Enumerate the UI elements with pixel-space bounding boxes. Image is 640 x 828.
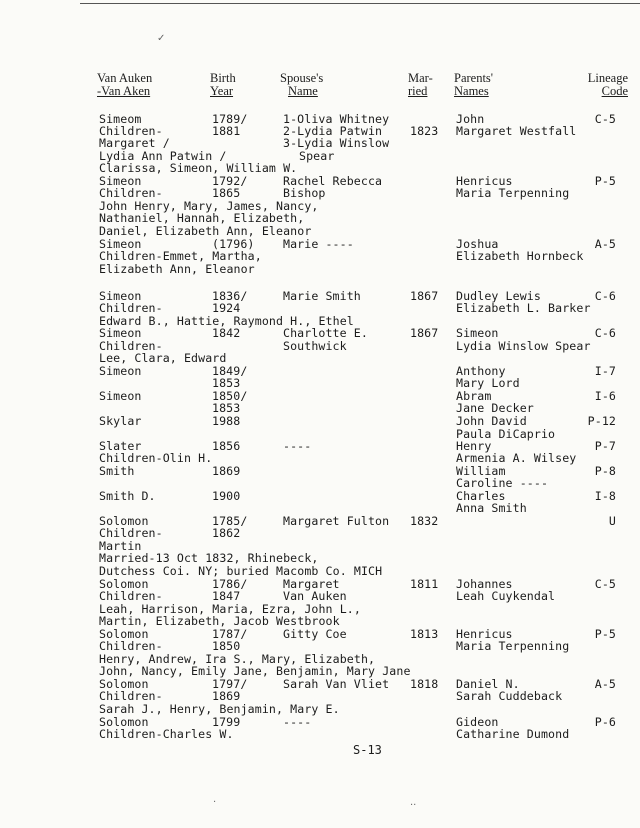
- name-cell: Children-: [99, 339, 163, 353]
- spouse-cell: Spear: [299, 149, 335, 163]
- parents-cell: Simeon: [456, 326, 499, 340]
- name-cell: Simeom: [99, 112, 142, 126]
- parents-cell: Maria Terpenning: [456, 186, 570, 200]
- lineage-code-cell: A-5: [594, 677, 616, 691]
- name-cell: Children-: [99, 186, 163, 200]
- birth-cell: 1785/: [212, 514, 248, 528]
- name-cell: Simeon: [99, 174, 142, 188]
- parents-cell: Elizabeth Hornbeck: [456, 249, 584, 263]
- spouse-cell: 3-Lydia Winslow: [283, 136, 390, 150]
- birth-cell: 1787/: [212, 627, 248, 641]
- header-married: Mar- ried: [408, 71, 433, 98]
- name-cell: Children-: [99, 526, 163, 540]
- continuation-line: Children-Charles W.: [99, 727, 234, 741]
- parents-cell: Margaret Westfall: [456, 124, 577, 138]
- top-rule: [80, 3, 640, 4]
- header-name: Van Auken -Van Aken: [97, 71, 153, 98]
- married-cell: 1811: [410, 577, 439, 591]
- name-cell: Simeon: [99, 326, 142, 340]
- lineage-code-cell: P-5: [594, 627, 616, 641]
- birth-cell: 1792/: [212, 174, 248, 188]
- parents-cell: Jane Decker: [456, 401, 534, 415]
- birth-cell: 1849/: [212, 364, 248, 378]
- lineage-code-cell: P-6: [594, 715, 616, 729]
- continuation-line: Clarissa, Simeon, William W.: [99, 161, 298, 175]
- name-cell: Simeon: [99, 389, 142, 403]
- continuation-line: Children-Olin H.: [99, 451, 213, 465]
- scan-speck: ·: [213, 797, 217, 808]
- continuation-line: Martin: [99, 539, 142, 553]
- parents-cell: Henry: [456, 439, 492, 453]
- spouse-cell: Margaret Fulton: [283, 514, 390, 528]
- spouse-cell: Gitty Coe: [283, 627, 347, 641]
- spouse-cell: ----: [283, 715, 312, 729]
- parents-cell: Catharine Dumond: [456, 727, 570, 741]
- spouse-cell: Southwick: [283, 339, 347, 353]
- parents-cell: Elizabeth L. Barker: [456, 301, 591, 315]
- parents-cell: Abram: [456, 389, 492, 403]
- parents-cell: Mary Lord: [456, 376, 520, 390]
- continuation-line: John, Nancy, Emily Jane, Benjamin, Mary Jane: [99, 664, 411, 678]
- birth-cell: 1924: [212, 301, 241, 315]
- parents-cell: Anthony: [456, 364, 506, 378]
- birth-cell: 1850: [212, 639, 241, 653]
- spouse-cell: ----: [283, 439, 312, 453]
- parents-cell: Dudley Lewis: [456, 289, 541, 303]
- married-cell: 1818: [410, 677, 439, 691]
- birth-cell: 1856: [212, 439, 241, 453]
- name-cell: Solomon: [99, 677, 149, 691]
- spouse-cell: Marie Smith: [283, 289, 361, 303]
- header-birth: Birth Year: [210, 71, 236, 98]
- continuation-line: Sarah J., Henry, Benjamin, Mary E.: [99, 702, 340, 716]
- continuation-line: Nathaniel, Hannah, Elizabeth,: [99, 211, 305, 225]
- parents-cell: Leah Cuykendal: [456, 589, 556, 603]
- married-cell: 1823: [410, 124, 439, 138]
- birth-cell: 1847: [212, 589, 241, 603]
- birth-cell: 1842: [212, 326, 241, 340]
- parents-cell: Henricus: [456, 174, 513, 188]
- parents-cell: Paula DiCaprio: [456, 427, 556, 441]
- name-cell: Simeon: [99, 289, 142, 303]
- parents-cell: John: [456, 112, 485, 126]
- continuation-line: Leah, Harrison, Maria, Ezra, John L.,: [99, 602, 361, 616]
- name-cell: Solomon: [99, 715, 149, 729]
- lineage-code-cell: A-5: [594, 237, 616, 251]
- pen-tick-mark: ✓: [157, 33, 166, 44]
- lineage-code-cell: P-5: [594, 174, 616, 188]
- continuation-line: Children-Emmet, Martha,: [99, 249, 262, 263]
- continuation-line: Lydia Ann Patwin /: [99, 149, 227, 163]
- lineage-code-cell: C-6: [594, 289, 616, 303]
- name-cell: Solomon: [99, 577, 149, 591]
- birth-cell: 1789/: [212, 112, 248, 126]
- lineage-code-cell: C-6: [594, 326, 616, 340]
- parents-cell: Gideon: [456, 715, 499, 729]
- lineage-code-cell: P-12: [587, 414, 616, 428]
- birth-cell: 1799: [212, 715, 241, 729]
- birth-cell: 1853: [212, 401, 241, 415]
- birth-cell: 1850/: [212, 389, 248, 403]
- birth-cell: 1869: [212, 689, 241, 703]
- name-cell: Margaret /: [99, 136, 170, 150]
- parents-cell: Sarah Cuddeback: [456, 689, 563, 703]
- scan-speck: ··: [410, 800, 417, 811]
- birth-cell: 1786/: [212, 577, 248, 591]
- lineage-code-cell: P-7: [594, 439, 616, 453]
- name-cell: Simeon: [99, 237, 142, 251]
- header-lineage: Lineage Code: [587, 71, 628, 98]
- parents-cell: Maria Terpenning: [456, 639, 570, 653]
- name-cell: Children-: [99, 589, 163, 603]
- married-cell: 1867: [410, 326, 439, 340]
- continuation-line: Martin, Elizabeth, Jacob Westbrook: [99, 614, 340, 628]
- continuation-line: Lee, Clara, Edward: [99, 351, 227, 365]
- name-cell: Skylar: [99, 414, 142, 428]
- parents-cell: Daniel N.: [456, 677, 520, 691]
- parents-cell: Johannes: [456, 577, 513, 591]
- birth-cell: 1881: [212, 124, 241, 138]
- parents-cell: William: [456, 464, 506, 478]
- spouse-cell: Rachel Rebecca: [283, 174, 383, 188]
- header-parents: Parents' Names: [454, 71, 494, 98]
- continuation-line: Married-13 Oct 1832, Rhinebeck,: [99, 551, 319, 565]
- name-cell: Children-: [99, 639, 163, 653]
- lineage-code-cell: C-5: [594, 112, 616, 126]
- spouse-cell: Marie ----: [283, 237, 354, 251]
- name-cell: Solomon: [99, 514, 149, 528]
- lineage-code-cell: I-7: [594, 364, 616, 378]
- continuation-line: Elizabeth Ann, Eleanor: [99, 262, 255, 276]
- spouse-cell: Bishop: [283, 186, 326, 200]
- name-cell: Solomon: [99, 627, 149, 641]
- lineage-code-cell: P-8: [594, 464, 616, 478]
- continuation-line: John Henry, Mary, James, Nancy,: [99, 199, 319, 213]
- birth-cell: 1797/: [212, 677, 248, 691]
- birth-cell: 1836/: [212, 289, 248, 303]
- name-cell: Slater: [99, 439, 142, 453]
- lineage-code-cell: C-5: [594, 577, 616, 591]
- continuation-line: Edward B., Hattie, Raymond H., Ethel: [99, 314, 354, 328]
- parents-cell: Joshua: [456, 237, 499, 251]
- birth-cell: 1900: [212, 489, 241, 503]
- parents-cell: Lydia Winslow Spear: [456, 339, 591, 353]
- married-cell: 1813: [410, 627, 439, 641]
- parents-cell: Caroline ----: [456, 476, 549, 490]
- parents-cell: John David: [456, 414, 527, 428]
- lineage-code-cell: U: [608, 514, 616, 528]
- married-cell: 1832: [410, 514, 439, 528]
- birth-cell: 1869: [212, 464, 241, 478]
- spouse-cell: Charlotte E.: [283, 326, 368, 340]
- continuation-line: Dutchess Coi. NY; buried Macomb Co. MICH: [99, 564, 383, 578]
- birth-cell: 1865: [212, 186, 241, 200]
- birth-cell: 1862: [212, 526, 241, 540]
- parents-cell: Henricus: [456, 627, 513, 641]
- birth-cell: (1796): [212, 237, 255, 251]
- continuation-line: Henry, Andrew, Ira S., Mary, Elizabeth,: [99, 652, 376, 666]
- name-cell: Children-: [99, 124, 163, 138]
- parents-cell: Anna Smith: [456, 501, 527, 515]
- header-spouse: Spouse's Name: [280, 71, 324, 98]
- page-number: S-13: [353, 743, 382, 757]
- spouse-cell: 2-Lydia Patwin: [283, 124, 383, 138]
- birth-cell: 1988: [212, 414, 241, 428]
- name-cell: Simeon: [99, 364, 142, 378]
- parents-cell: Charles: [456, 489, 506, 503]
- birth-cell: 1853: [212, 376, 241, 390]
- name-cell: Smith D.: [99, 489, 156, 503]
- continuation-line: Daniel, Elizabeth Ann, Eleanor: [99, 224, 312, 238]
- name-cell: Children-: [99, 301, 163, 315]
- married-cell: 1867: [410, 289, 439, 303]
- spouse-cell: Margaret: [283, 577, 340, 591]
- name-cell: Smith: [99, 464, 135, 478]
- lineage-code-cell: I-8: [594, 489, 616, 503]
- parents-cell: Armenia A. Wilsey: [456, 451, 577, 465]
- spouse-cell: 1-Oliva Whitney: [283, 112, 390, 126]
- name-cell: Children-: [99, 689, 163, 703]
- lineage-code-cell: I-6: [594, 389, 616, 403]
- spouse-cell: Van Auken: [283, 589, 347, 603]
- spouse-cell: Sarah Van Vliet: [283, 677, 390, 691]
